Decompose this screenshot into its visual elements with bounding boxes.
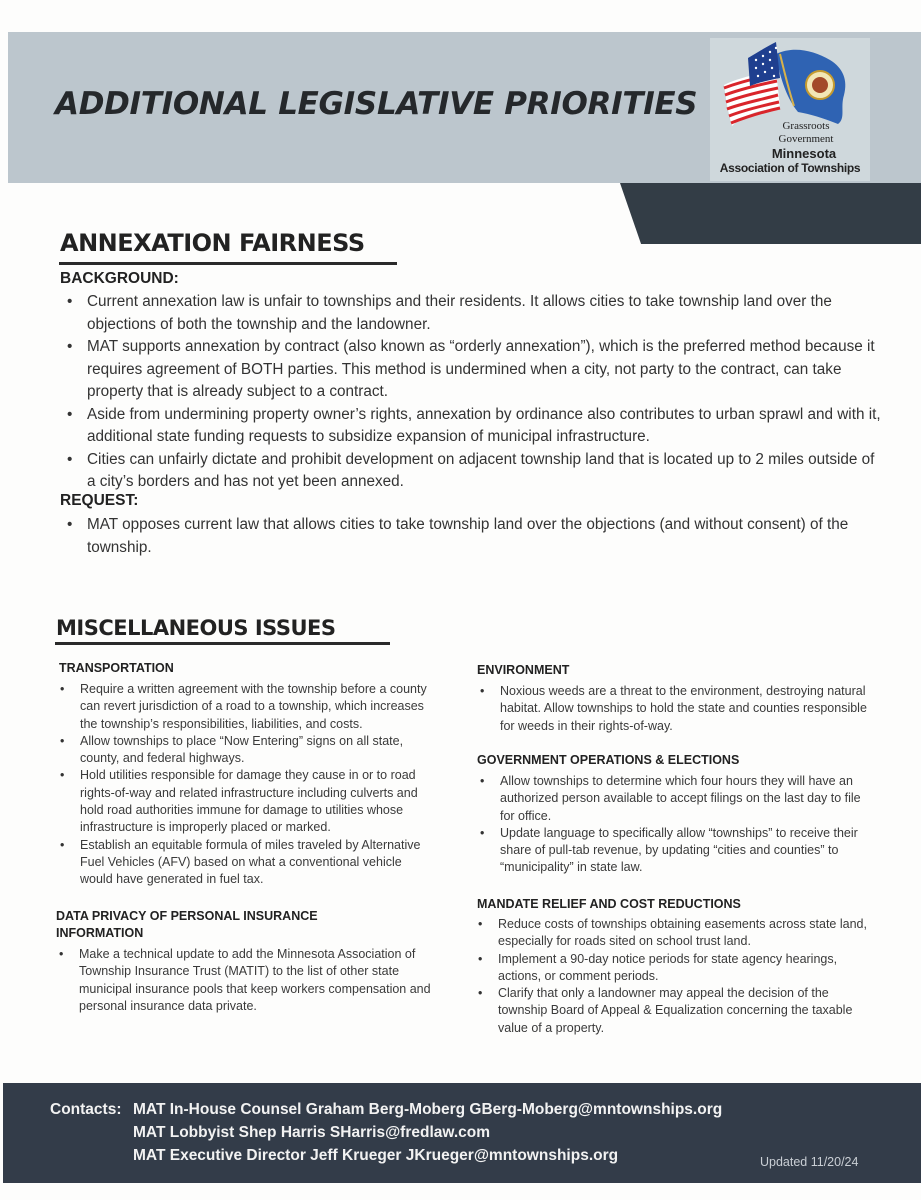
misc-title-rule <box>55 642 390 645</box>
data-privacy-heading: DATA PRIVACY OF PERSONAL INSURANCE INFORMATION <box>56 909 318 940</box>
background-label: BACKGROUND: <box>60 270 179 287</box>
data-privacy-item: • Make a technical update to add the Minnesota Association of Township Insurance Trust (MATIT) to the list of other state municipal insurance pools that keep workers compensation and personal insurance data private. <box>79 946 439 1015</box>
contacts-footer <box>3 1083 921 1183</box>
transportation-heading: TRANSPORTATION <box>59 661 174 675</box>
contact-counsel[interactable]: MAT In-House Counsel Graham Berg-Moberg GBerg-Moberg@mntownships.org <box>133 1101 723 1118</box>
contact-executive-director[interactable]: MAT Executive Director Jeff Krueger JKrueger@mntownships.org <box>133 1147 619 1164</box>
data-privacy-list <box>79 946 439 1015</box>
annexation-title: ANNEXATION FAIRNESS <box>60 229 365 257</box>
mandate-relief-item: • Reduce costs of townships obtaining easements across state land, especially for roads sited on school trust land. <box>498 916 873 951</box>
transportation-list <box>80 681 435 889</box>
mandate-relief-heading: MANDATE RELIEF AND COST REDUCTIONS <box>477 897 741 911</box>
transportation-item: • Hold utilities responsible for damage they cause in or to road rights-of-way and related infrastructure including culverts and hold road authorities immune for damage to utilities whose infrastructure is improperly placed or marked. <box>80 767 435 836</box>
transportation-item: • Allow townships to place “Now Entering” signs on all state, county, and federal highways. <box>80 733 435 768</box>
background-item: • Aside from undermining property owner’s rights, annexation by ordinance also contributes to urban sprawl and with it, additional state funding requests to subsidize expansion of municipal infrastructure. <box>87 404 887 449</box>
environment-list <box>500 683 875 735</box>
mandate-relief-item: • Clarify that only a landowner may appeal the decision of the township Board of Appeal & Equalization concerning the taxable value of a property. <box>498 985 873 1037</box>
request-list <box>87 514 887 559</box>
mandate-relief-item: • Implement a 90-day notice periods for state agency hearings, actions, or comment periods. <box>498 951 873 986</box>
background-item: • MAT supports annexation by contract (also known as “orderly annexation”), which is the preferred method because it requires agreement of BOTH parties. This method is undermined when a city, not party to the contract, can take property that is already subject to a contract. <box>87 336 887 404</box>
transportation-item: • Establish an equitable formula of miles traveled by Alternative Fuel Vehicles (AFV) based on what a conventional vehicle would have generated in fuel tax. <box>80 837 435 889</box>
background-item: • Cities can unfairly dictate and prohibit development on adjacent township land that is located up to 2 miles outside of a city’s borders and has not yet been annexed. <box>87 449 887 494</box>
background-list <box>87 291 887 494</box>
government-operations-heading: GOVERNMENT OPERATIONS & ELECTIONS <box>477 753 740 767</box>
logo-line-minnesota: Minnesota <box>771 146 837 161</box>
page-title: ADDITIONAL LEGISLATIVE PRIORITIES <box>55 86 698 122</box>
misc-title: MISCELLANEOUS ISSUES <box>56 616 336 640</box>
request-label: REQUEST: <box>60 492 139 509</box>
logo-line-association: Association of Townships <box>719 161 861 175</box>
environment-item: • Noxious weeds are a threat to the environment, destroying natural habitat. Allow townships to hold the state and counties responsible for weeds in their rights-of-way. <box>500 683 875 735</box>
flags-icon <box>718 40 863 130</box>
mandate-relief-list <box>498 916 873 1037</box>
contacts-label: Contacts: <box>50 1101 122 1118</box>
header-accent-wedge <box>620 183 921 244</box>
updated-date: Updated 11/20/24 <box>760 1155 859 1169</box>
government-operations-item: • Update language to specifically allow “townships” to receive their share of pull-tab revenue, by updating “cities and counties” to “municipality” in state law. <box>500 825 875 877</box>
logo-line-government: Government <box>778 133 834 145</box>
background-item: • Current annexation law is unfair to townships and their residents. It allows cities to take township land over the objections of both the township and the landowner. <box>87 291 887 336</box>
government-operations-list <box>500 773 875 877</box>
government-operations-item: • Allow townships to determine which four hours they will have an authorized person available to accept filings on the last day to file for office. <box>500 773 875 825</box>
environment-heading: ENVIRONMENT <box>477 663 570 677</box>
mat-logo <box>710 38 870 181</box>
request-item: • MAT opposes current law that allows cities to take township land over the objections (and without consent) of the township. <box>87 514 887 559</box>
transportation-item: • Require a written agreement with the township before a county can revert jurisdiction of a road to a township, which increases the township’s responsibilities, liabilities, and costs. <box>80 681 435 733</box>
logo-line-grassroots: Grassroots <box>782 120 830 132</box>
annexation-title-rule <box>59 262 397 265</box>
contact-lobbyist[interactable]: MAT Lobbyist Shep Harris SHarris@fredlaw.com <box>133 1124 491 1141</box>
